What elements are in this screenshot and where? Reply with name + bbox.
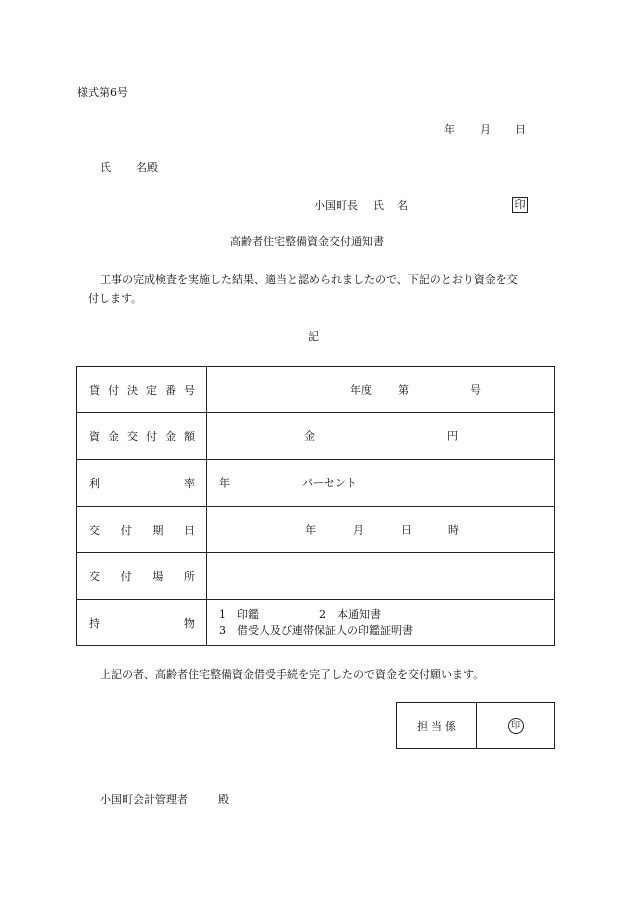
table-row-items	[77, 600, 555, 646]
label-char: 場	[152, 570, 164, 583]
label-char: 日	[183, 523, 195, 537]
label-char: 所	[183, 570, 195, 583]
dai-label: 第	[398, 383, 409, 396]
label-char: 交	[127, 430, 138, 443]
request-text: 上記の者、高齢者住宅整備資金借受手続を完了したので資金を交付願います。	[100, 668, 485, 681]
fiscal-year-label: 年度	[350, 383, 372, 396]
recipient-suffix: 殿	[218, 793, 229, 806]
officer-seal-mark: 印	[508, 718, 524, 734]
table-row-date	[77, 507, 555, 553]
officer-label-char: 担	[417, 719, 428, 733]
addressee-suffix: 名殿	[136, 161, 158, 174]
addressee-name-label: 氏	[100, 161, 111, 174]
body-text-line2: 付します。	[88, 292, 143, 305]
label-char: 物	[184, 616, 195, 630]
percent-label: パーセント	[302, 476, 357, 490]
label-date	[77, 507, 207, 553]
issuer-name-label-1: 氏	[373, 199, 384, 212]
loan-details-table	[76, 366, 555, 646]
label-char: 交	[89, 523, 100, 537]
label-char: 利	[89, 477, 100, 490]
label-char: 貸	[89, 383, 100, 397]
value-items	[207, 600, 555, 646]
item-notice: 2 本通知書	[319, 608, 381, 621]
table-row-loan-number	[77, 367, 555, 413]
label-char: 持	[89, 616, 100, 630]
issuer-title: 小国町長	[314, 199, 358, 212]
label-place	[77, 553, 207, 600]
label-items	[77, 600, 207, 646]
label-char: 付	[120, 523, 132, 537]
label-amount	[77, 413, 207, 460]
go-label: 号	[470, 383, 481, 396]
issuer-name-label-2: 名	[397, 199, 408, 212]
en-label: 円	[447, 429, 458, 443]
label-char: 率	[184, 477, 195, 490]
label-char: 資	[89, 430, 100, 443]
label-char: 付	[120, 570, 132, 583]
item-seal: 1 印鑑	[219, 608, 259, 621]
date-hour-label: 時	[448, 523, 459, 536]
value-place	[207, 553, 555, 600]
kin-label: 金	[304, 429, 315, 443]
date-year-label: 年	[305, 523, 316, 536]
label-interest	[77, 460, 207, 507]
label-char: 決	[127, 383, 138, 397]
item-certificate: 3 借受人及び連帯保証人の印鑑証明書	[219, 624, 413, 637]
officer-stamp-box	[396, 702, 555, 749]
label-char: 定	[146, 383, 157, 397]
date-month-label: 月	[353, 523, 364, 536]
label-char: 金	[165, 430, 176, 443]
label-char: 番	[165, 383, 176, 397]
date-day-label: 日	[401, 523, 412, 536]
officer-label-char: 当	[431, 719, 442, 733]
seal-mark: 印	[512, 197, 528, 213]
body-text-line1: 工事の完成検査を実施した結果、適当と認められましたので、下記のとおり資金を交	[100, 273, 518, 286]
label-char: 金	[108, 430, 119, 443]
date-month: 月	[480, 123, 491, 136]
value-interest	[207, 460, 555, 507]
table-row-place	[77, 553, 555, 600]
label-char: 交	[89, 570, 100, 583]
value-date	[207, 507, 555, 553]
officer-seal-cell	[477, 703, 555, 749]
date-day: 日	[515, 123, 526, 136]
document-title: 高齢者住宅整備資金交付通知書	[230, 235, 384, 248]
value-amount	[207, 413, 555, 460]
table-row-amount	[77, 413, 555, 460]
date-year: 年	[444, 123, 455, 136]
officer-label-char: 係	[445, 719, 456, 733]
label-char: 付	[146, 430, 157, 443]
label-char: 付	[108, 383, 119, 397]
ki-heading: 記	[308, 330, 319, 343]
label-char: 期	[152, 523, 164, 537]
recipient-title: 小国町会計管理者	[100, 793, 188, 806]
label-loan-number	[77, 367, 207, 413]
label-char: 号	[184, 383, 195, 397]
issuer-seal	[512, 197, 528, 213]
table-row-interest	[77, 460, 555, 507]
label-char: 額	[184, 430, 195, 443]
form-number: 様式第6号	[77, 86, 128, 99]
officer-label	[397, 703, 477, 749]
value-loan-number	[207, 367, 555, 413]
nen-label: 年	[219, 476, 230, 490]
